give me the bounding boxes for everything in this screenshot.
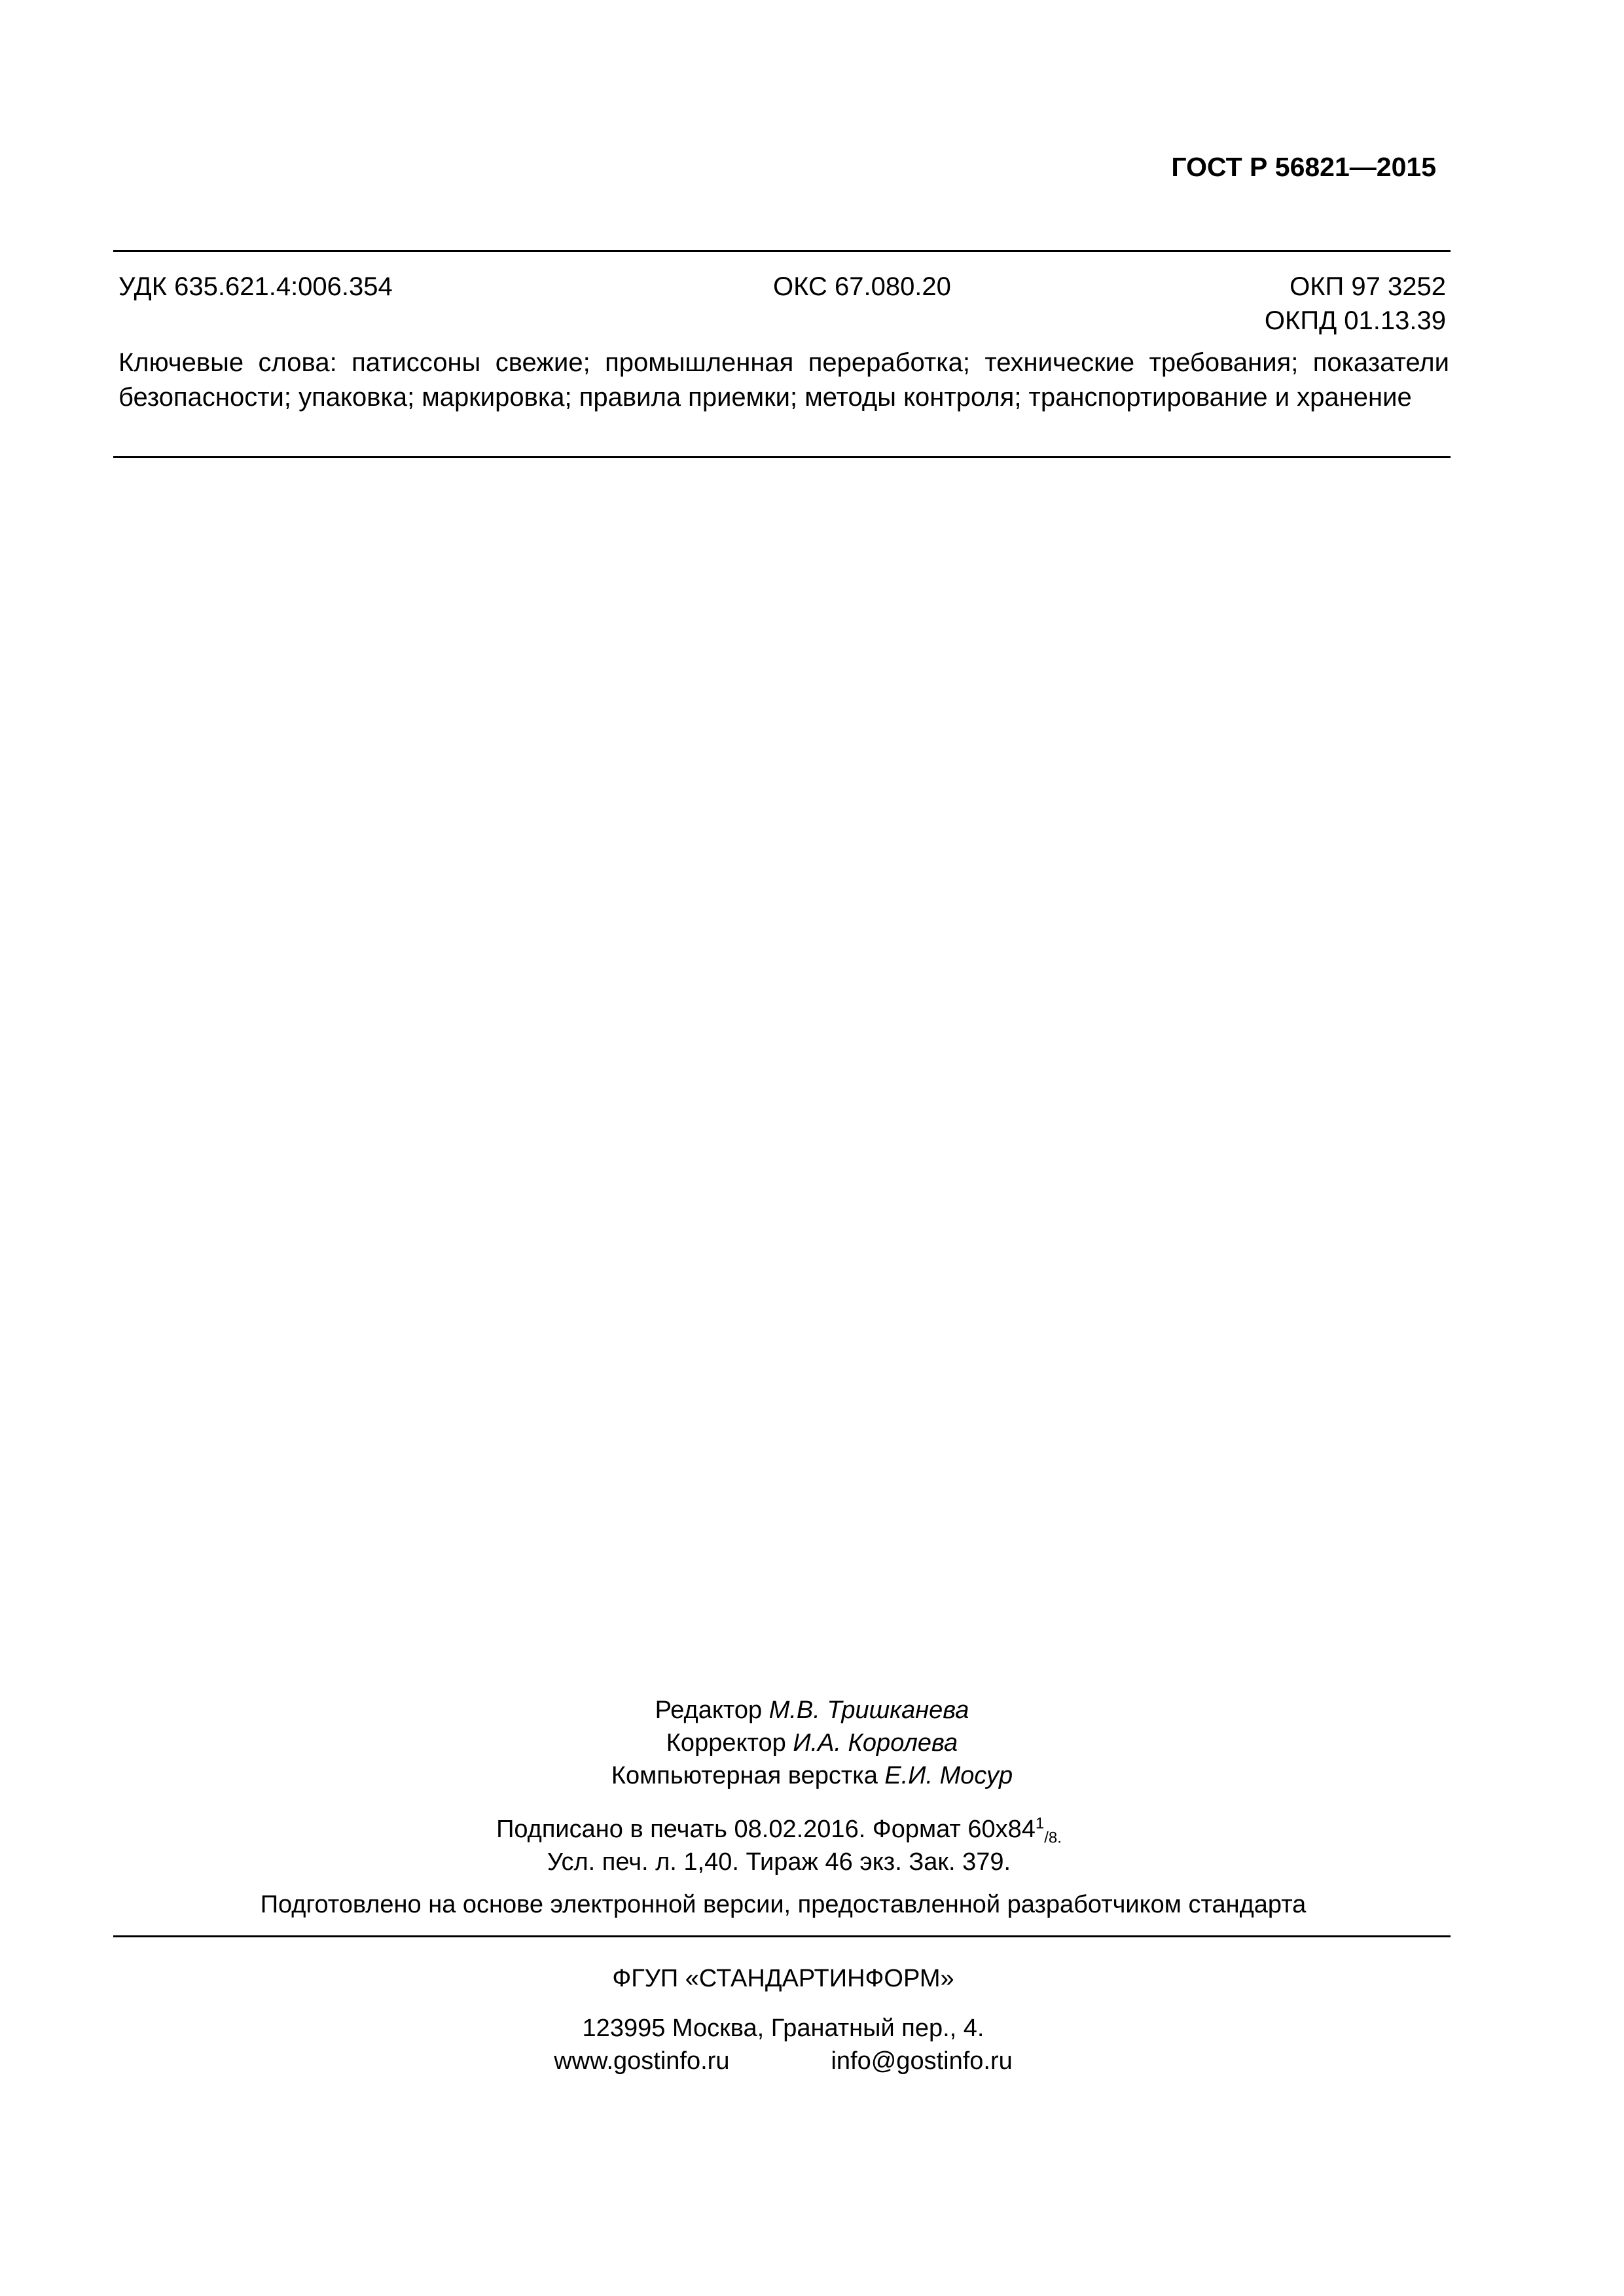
okp-code: ОКП 97 3252 bbox=[1290, 272, 1446, 301]
publisher-address: 123995 Москва, Гранатный пер., 4. bbox=[582, 2015, 984, 2042]
publisher-name: ФГУП «СТАНДАРТИНФОРМ» bbox=[612, 1965, 954, 1992]
publisher-address-block bbox=[0, 2012, 1566, 2077]
layout-row bbox=[0, 1759, 1624, 1792]
corrector-label: Корректор bbox=[666, 1729, 786, 1757]
format-superscript: 1 bbox=[1035, 1814, 1045, 1833]
layout-name: Е.И. Мосур bbox=[884, 1762, 1013, 1789]
email-link[interactable]: info@gostinfo.ru bbox=[831, 2047, 1013, 2075]
format-subscript: /8. bbox=[1044, 1829, 1062, 1847]
print-info-block bbox=[0, 1813, 1558, 1878]
signed-row bbox=[0, 1813, 1558, 1846]
contacts-row bbox=[0, 2045, 1566, 2077]
corrector-row bbox=[0, 1727, 1624, 1759]
print-details-row: Усл. печ. л. 1,40. Тираж 46 экз. Зак. 379. bbox=[547, 1848, 1011, 1876]
document-code: ГОСТ Р 56821—2015 bbox=[1171, 152, 1436, 182]
editor-row bbox=[0, 1694, 1624, 1727]
okp-block bbox=[1265, 270, 1446, 338]
corrector-name: И.А. Королева bbox=[793, 1729, 958, 1757]
oks-code: ОКС 67.080.20 bbox=[773, 272, 951, 301]
bottom-divider bbox=[113, 1935, 1451, 1937]
udk-code: УДК 635.621.4:006.354 bbox=[118, 272, 393, 301]
keywords-divider bbox=[113, 456, 1451, 458]
okpd-code: ОКПД 01.13.39 bbox=[1264, 306, 1446, 335]
website-link[interactable]: www.gostinfo.ru bbox=[554, 2047, 730, 2075]
signed-text: Подписано в печать 08.02.2016. Формат 60x84 bbox=[496, 1816, 1036, 1843]
keywords-paragraph: Ключевые слова: патиссоны свежие; промышленная переработка; технические требования; показатели безопасности; упаковка; маркировка; правила приемки; методы контроля; транспортирование и хранение bbox=[118, 348, 1449, 412]
layout-label: Компьютерная верстка bbox=[611, 1762, 878, 1789]
editor-label: Редактор bbox=[655, 1696, 763, 1724]
top-divider bbox=[113, 250, 1451, 252]
prepared-note: Подготовлено на основе электронной версии, предоставленной разработчиком стандарта bbox=[260, 1891, 1307, 1918]
credits-block bbox=[0, 1694, 1624, 1792]
editor-name: М.В. Тришканева bbox=[768, 1696, 969, 1724]
